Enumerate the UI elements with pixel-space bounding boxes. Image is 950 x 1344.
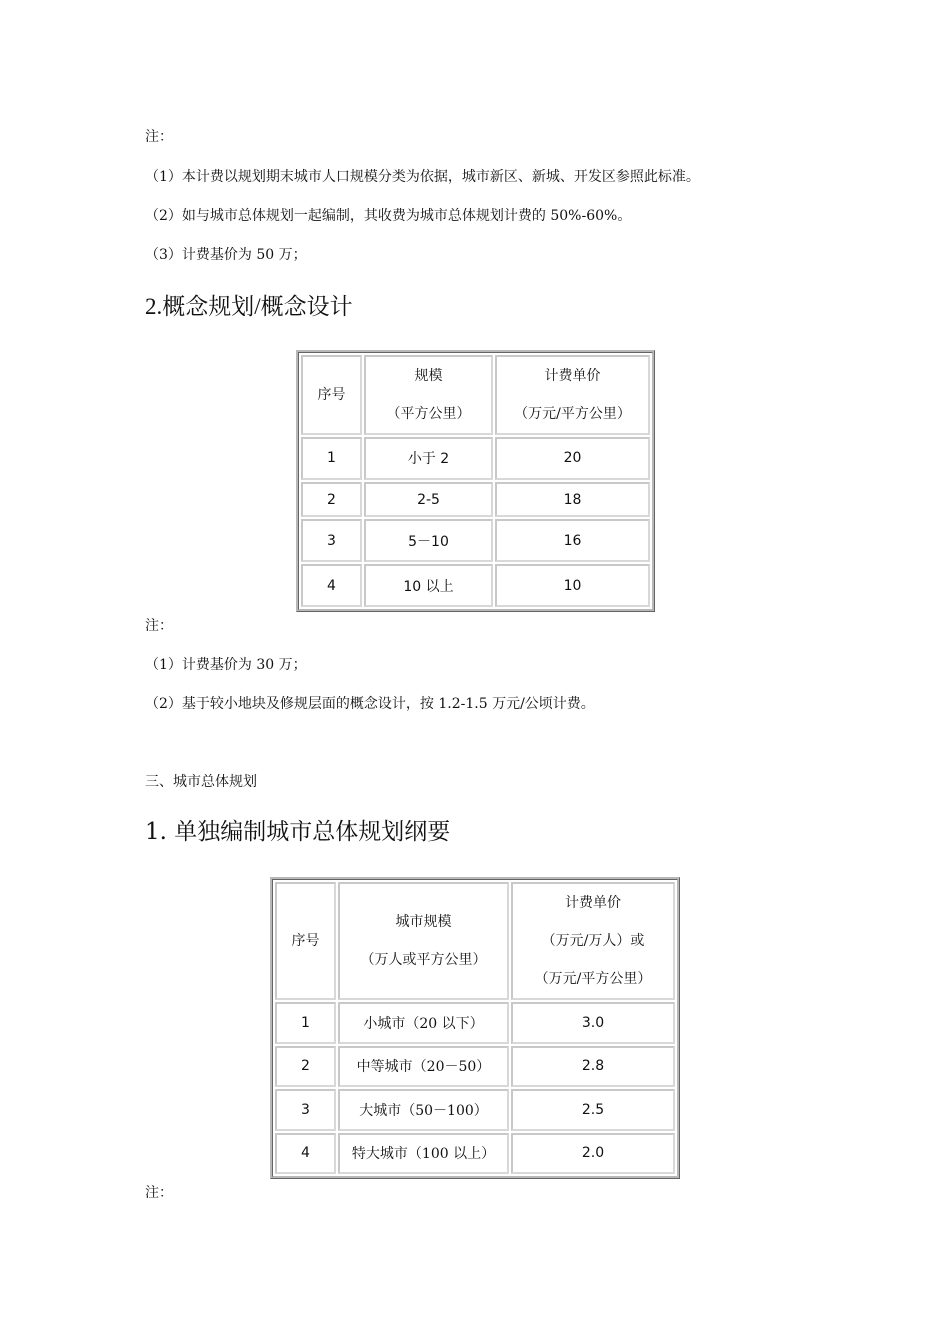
table-cell: 4 xyxy=(275,1133,336,1175)
fee-table-concept xyxy=(296,350,655,612)
note-item: （2）如与城市总体规划一起编制，其收费为城市总体规划计费的 50%-60%。 xyxy=(145,208,632,224)
fee-table-master-plan xyxy=(270,877,680,1179)
section-heading: 2.概念规划/概念设计 xyxy=(145,294,353,319)
table-cell: 3 xyxy=(275,1089,336,1131)
table-row xyxy=(301,564,650,607)
table-cell: 16 xyxy=(495,519,650,562)
table-cell: 4 xyxy=(301,564,362,607)
table-cell: 2-5 xyxy=(364,482,493,518)
table-row xyxy=(275,1089,675,1131)
section-title: 三、城市总体规划 xyxy=(145,774,257,790)
note-label: 注： xyxy=(145,129,173,145)
table-cell: 小于 2 xyxy=(364,437,493,480)
note-item: （1）本计费以规划期末城市人口规模分类为依据，城市新区、新城、开发区参照此标准。 xyxy=(145,169,700,185)
table-cell: 20 xyxy=(495,437,650,480)
table-cell: 18 xyxy=(495,482,650,518)
table-row xyxy=(275,1133,675,1175)
table-cell: 特大城市（100 以上） xyxy=(338,1133,509,1175)
section-heading: 1. 单独编制城市总体规划纲要 xyxy=(145,819,451,845)
table-cell: 大城市（50－100） xyxy=(338,1089,509,1131)
table-cell: 2 xyxy=(275,1046,336,1088)
table-row xyxy=(275,1046,675,1088)
note-item: （3）计费基价为 50 万； xyxy=(145,247,307,263)
table-cell: 2 xyxy=(301,482,362,518)
table-cell: 小城市（20 以下） xyxy=(338,1002,509,1044)
table-row xyxy=(301,519,650,562)
table-cell: 10 以上 xyxy=(364,564,493,607)
note-item: （2）基于较小地块及修规层面的概念设计，按 1.2-1.5 万元/公顷计费。 xyxy=(145,696,595,712)
header-cell: 规模 （平方公里） xyxy=(364,355,493,435)
note-label: 注： xyxy=(145,1185,173,1201)
table-cell: 2.0 xyxy=(511,1133,675,1175)
table-cell: 3 xyxy=(301,519,362,562)
table-cell: 中等城市（20－50） xyxy=(338,1046,509,1088)
table-row xyxy=(301,437,650,480)
header-cell: 计费单价 （万元/万人）或 （万元/平方公里） xyxy=(511,882,675,1000)
header-cell: 计费单价 （万元/平方公里） xyxy=(495,355,650,435)
table-row xyxy=(275,1002,675,1044)
table-cell: 10 xyxy=(495,564,650,607)
header-cell: 序号 xyxy=(275,882,336,1000)
table-cell: 2.5 xyxy=(511,1089,675,1131)
table-cell: 1 xyxy=(275,1002,336,1044)
table-cell: 2.8 xyxy=(511,1046,675,1088)
note-label: 注： xyxy=(145,618,173,634)
header-cell: 城市规模 （万人或平方公里） xyxy=(338,882,509,1000)
table-row xyxy=(301,482,650,518)
table-cell: 5－10 xyxy=(364,519,493,562)
note-item: （1）计费基价为 30 万； xyxy=(145,657,307,673)
header-cell: 序号 xyxy=(301,355,362,435)
table-cell: 1 xyxy=(301,437,362,480)
table-cell: 3.0 xyxy=(511,1002,675,1044)
